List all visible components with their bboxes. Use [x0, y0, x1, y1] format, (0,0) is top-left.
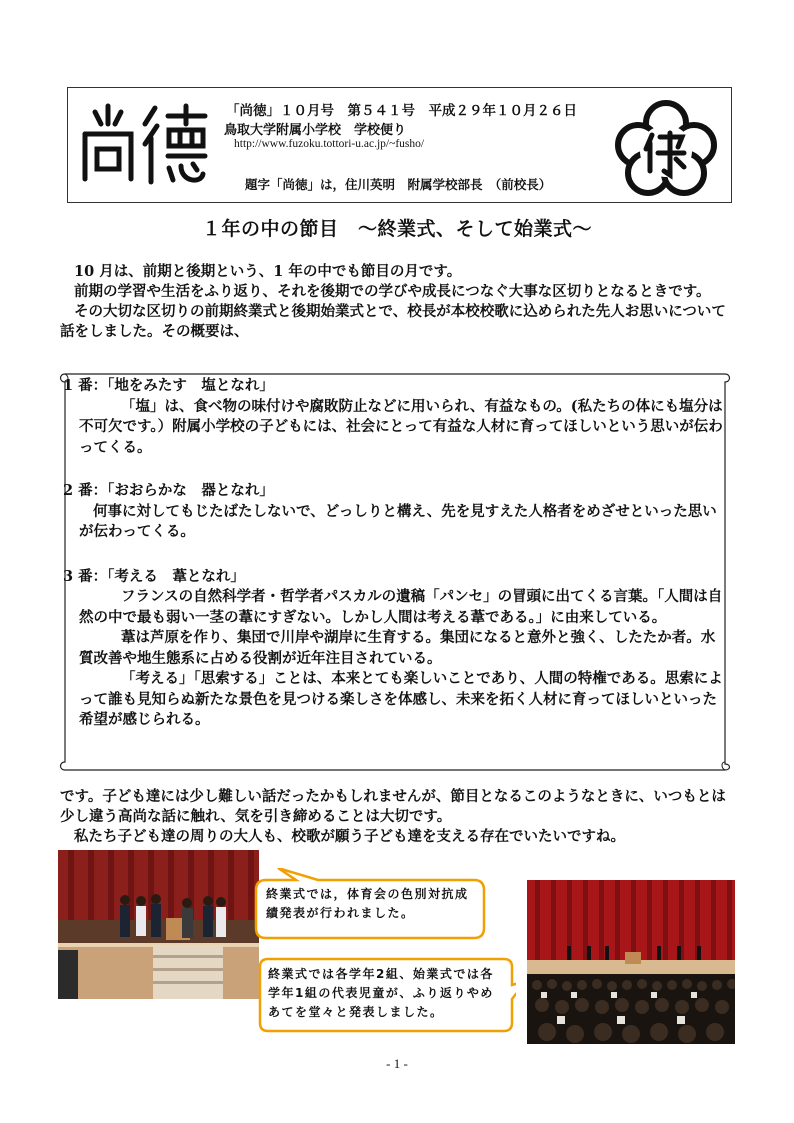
- verse-2-text: 何事に対してもじたばたしないで、どっしりと構え、先を見すえた人格者をめざせといった思いが伝わってくる。: [79, 502, 717, 540]
- verse-3-text: 葦は芦原を作り、集団で川岸や湖岸に生育する。集団になると意外と強く、したたか者。水質改善や地生態系に占める役割が近年注目されている。: [79, 629, 716, 667]
- masthead-calligraphy-logo: [73, 94, 213, 194]
- outro-text: [60, 787, 740, 847]
- verse-3-text: フランスの自然科学者・哲学者パスカルの遺稿「パンセ」の冒頭に出てくる言葉。「人間は自然の中で最も弱い一茎の葦にすぎない。しかし人間は考える葦である。」に由来している。: [79, 588, 723, 626]
- intro-paragraph: その大切な区切りの前期終業式と後期始業式とで、校長が本校校歌に込められた先人お思いについて話をしました。その概要は、: [60, 303, 726, 340]
- calligraphy-credit: 題字「尚徳」は，住川英明 附属学校部長 （前校長）: [245, 177, 552, 192]
- callout-2-text: 終業式では各学年2組、始業式では各学年1組の代表児童が、ふり返りやめあてを堂々と発表しました。: [268, 967, 494, 1019]
- opening-ceremony-photo: [527, 880, 735, 1044]
- verse-3-text: 「考える」「思索する」ことは、本来とても楽しいことであり、人間の特権である。思索によって誰も見知らぬ新たな景色を見つける楽しさを体感し、未来を拓く人材に育ってほしいといった希望が感じられる。: [79, 670, 723, 728]
- intro-paragraph: 10 月は、前期と後期という、1 年の中でも節目の月です。: [74, 263, 462, 280]
- verse-3-heading: 3 番：「考える 葦となれ」: [63, 567, 245, 585]
- outro-paragraph: 私たち子ども達の周りの大人も、校歌が願う子ども達を支える存在でいたいですね。: [74, 828, 625, 845]
- article-title: １年の中の節目 ～終業式、そして始業式～: [201, 218, 592, 240]
- intro-text: [60, 262, 740, 342]
- school-emblem-icon: [612, 93, 720, 198]
- verses-content: [63, 376, 723, 731]
- callout-1-text: 終業式では，体育会の色別対抗成績発表が行われました。: [266, 887, 469, 920]
- verse-1-heading: 1 番：「地をみたす 塩となれ」: [63, 377, 274, 394]
- verse-1-text: 「塩」は、食べ物の味付けや腐敗防止などに用いられ、有益なもの。(私たちの体にも塩分は不可欠です。）附属小学校の子どもには、社会にとって有益な人材に育ってほしいという思いが伝わってくる。: [79, 397, 723, 456]
- verse-2-heading: 2 番：「おおらかな 器となれ」: [63, 482, 274, 499]
- intro-paragraph: 前期の学習や生活をふり返り、それを後期での学びや成長につなぐ大事な区切りとなるときです。: [74, 283, 711, 300]
- newsletter-header: [67, 87, 732, 203]
- outro-paragraph: です。子ども達には少し難しい話だったかもしれませんが、節目となるこのようなときに、いつもとは少し違う高尚な話に触れ、気を引き締めることは大切です。: [60, 788, 726, 825]
- school-url[interactable]: http://www.fuzoku.tottori-u.ac.jp/~fusho/: [234, 138, 425, 150]
- page-number: - 1 -: [386, 1056, 408, 1071]
- school-name: 鳥取大学附属小学校 学校便り: [224, 123, 407, 138]
- school-song-scroll-box: [55, 370, 735, 772]
- issue-info: 「尚徳」１０月号 第５４１号 平成２９年１０月２６日: [226, 103, 577, 119]
- closing-ceremony-photo: [58, 850, 259, 999]
